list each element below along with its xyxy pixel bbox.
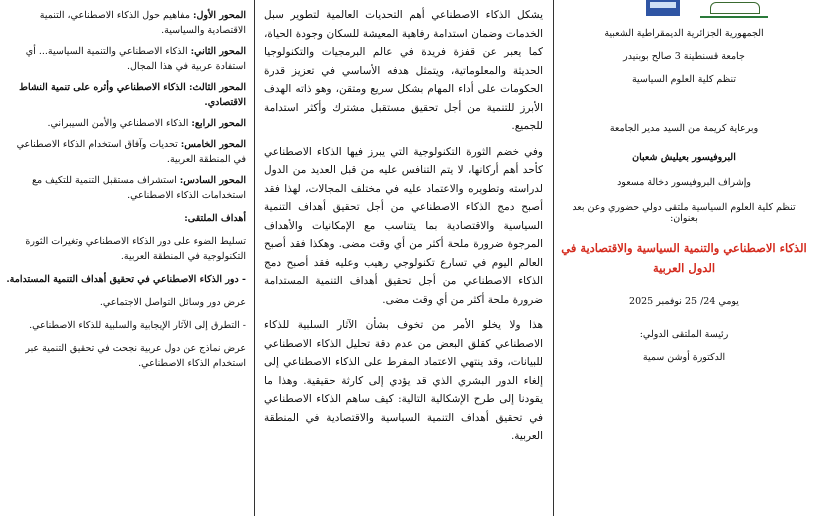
- announcement-line: تنظم كلية العلوم السياسية ملتقى دولي حضوري وعن بعد بعنوان:: [572, 202, 796, 224]
- logos-row: [560, 0, 808, 22]
- middle-column: [258, 0, 551, 516]
- left-column: [0, 0, 255, 516]
- axis-5: [6, 137, 246, 167]
- supervision-line: وإشراف البروفيسور دخالة مسعود: [617, 177, 751, 188]
- chair-name: الدكتورة أوشن سمية: [642, 352, 726, 363]
- axis-label: المحور الثالث: الذكاء الاصطناعي وأثره على تنمية النشاط الاقتصادي.: [19, 82, 246, 108]
- patronage-line: وبرعاية كريمة من السيد مدير الجامعة: [609, 123, 759, 134]
- university-name: جامعة قسنطينة 3 صالح بوبنيدر: [623, 51, 745, 62]
- goal-item: عرض دور وسائل التواصل الاجتماعي.: [99, 297, 246, 308]
- context-paragraph: وفي خضم الثورة التكنولوجية التي يبرز فيها الذكاء الاصطناعي كأحد أهم أركانها، لا يتم التنافس عليه من قبل العديد من الدول لدراسته وتطويره والاعتماد عليه في مختلف المجالات، لهذا فقد أصبح دمج الذكاء الاصطناعي من أجل تحقيق أهداف التنمية السياسية والاقتصادية بما يتناسب مع الإمكانيات والأهداف المرجوة ضرورة ملحة أكثر من أي وقت مضى. وهكذا فقد أصبح العالم اليوم في تسارع تكنولوجي رهيب وعليه فقد أصبح دمج الذكاء الاصطناعي من أجل تحقيق أهداف التنمية المستدامة ضرورة ملحة أكثر من أي وقت مضى.: [264, 145, 543, 306]
- axis-label: المحور الثاني:: [190, 46, 246, 57]
- axis-label: المحور الرابع:: [191, 118, 246, 129]
- goal-item: - دور الذكاء الاصطناعي في تحقيق أهداف التنمية المستدامة.: [6, 274, 246, 285]
- axis-text: استشراف مستقبل التنمية للتكيف مع استخدامات الذكاء الاصطناعي.: [32, 175, 246, 201]
- goal-item: عرض نماذج عن دول عربية نجحت في تحقيق التنمية عبر استخدام الذكاء الاصطناعي.: [25, 343, 246, 369]
- conference-title: الذكاء الاصطناعي والتنمية السياسية والاقتصادية في الدول العربية: [561, 241, 807, 275]
- faculty-organizer: تنظم كلية العلوم السياسية: [631, 74, 737, 85]
- axis-label: المحور السادس:: [179, 175, 246, 186]
- goal-item: - التطرق إلى الآثار الإيجابية والسلبية للذكاء الاصطناعي.: [29, 320, 246, 331]
- axis-2: [6, 44, 246, 74]
- axis-text: تحديات وآفاق استخدام الذكاء الاصطناعي في المنطقة العربية.: [16, 139, 246, 165]
- goals-heading: أهداف الملتقى:: [184, 213, 246, 224]
- chair-label: رئيسة الملتقى الدولي:: [639, 329, 729, 340]
- axis-4: [6, 116, 246, 131]
- axis-label: المحور الأول:: [192, 10, 246, 21]
- university-logo-icon: [646, 0, 680, 16]
- axis-3: [6, 80, 246, 110]
- right-column: [553, 0, 818, 516]
- faculty-emblem-icon: [700, 0, 768, 18]
- director-name: البروفيسور بعيليش شعبان: [632, 152, 736, 163]
- axis-text: مفاهيم حول الذكاء الاصطناعي، التنمية الاقتصادية والسياسية.: [39, 10, 246, 36]
- axis-label: المحور الخامس:: [180, 139, 246, 150]
- axis-text: الذكاء الاصطناعي والتنمية السياسية... أي استفادة عربية في هذا المجال.: [25, 46, 246, 72]
- axis-1: [6, 8, 246, 38]
- republic-name: الجمهورية الجزائرية الديمقراطية الشعبية: [604, 28, 764, 39]
- axis-text: الذكاء الاصطناعي والأمن السيبراني.: [47, 118, 192, 129]
- conference-dates: يومي 24/ 25 نوفمبر 2025: [629, 296, 739, 307]
- problem-paragraph: هذا ولا يخلو الأمر من تخوف بشأن الآثار السلبية للذكاء الاصطناعي كقلق البعض من عدم دقة تحليل الذكاء الاصطناعي للبيانات، وقد ينتهي الاعتماد المفرط على الذكاء الاصطناعي إلى إلغاء الدور البشري الذي قد يؤدي إلى كارثة حقيقية. وهذا ما يقودنا إلى طرح الإشكالية التالية: كيف ساهم الذكاء الاصطناعي في تحقيق أهداف التنمية السياسية والاقتصادية في المنطقة العربية.: [264, 319, 543, 442]
- goal-item: تسليط الضوء على دور الذكاء الاصطناعي وتغيرات الثورة التكنولوجية في المنطقة العربية.: [25, 236, 246, 262]
- axis-6: [6, 173, 246, 203]
- intro-paragraph: يشكل الذكاء الاصطناعي أهم التحديات العالمية لتطوير سبل الخدمات وضمان استدامة رفاهية المعيشة للسكان وجودة الحياة، كما يعبر عن قفزة فريدة في عالم البرمجيات والتكنولوجيا الحديثة والمعلوماتية، ويتمثل هدفه الأساسي في تعزيز قدرة الحكومات على أداء المهام بشكل سريع ومتقن، وهو ذاته الهدف الأبرز للتنمية من أجل تحقيق مستقبل مشترك وأكثر استدامة للجميع.: [264, 9, 543, 132]
